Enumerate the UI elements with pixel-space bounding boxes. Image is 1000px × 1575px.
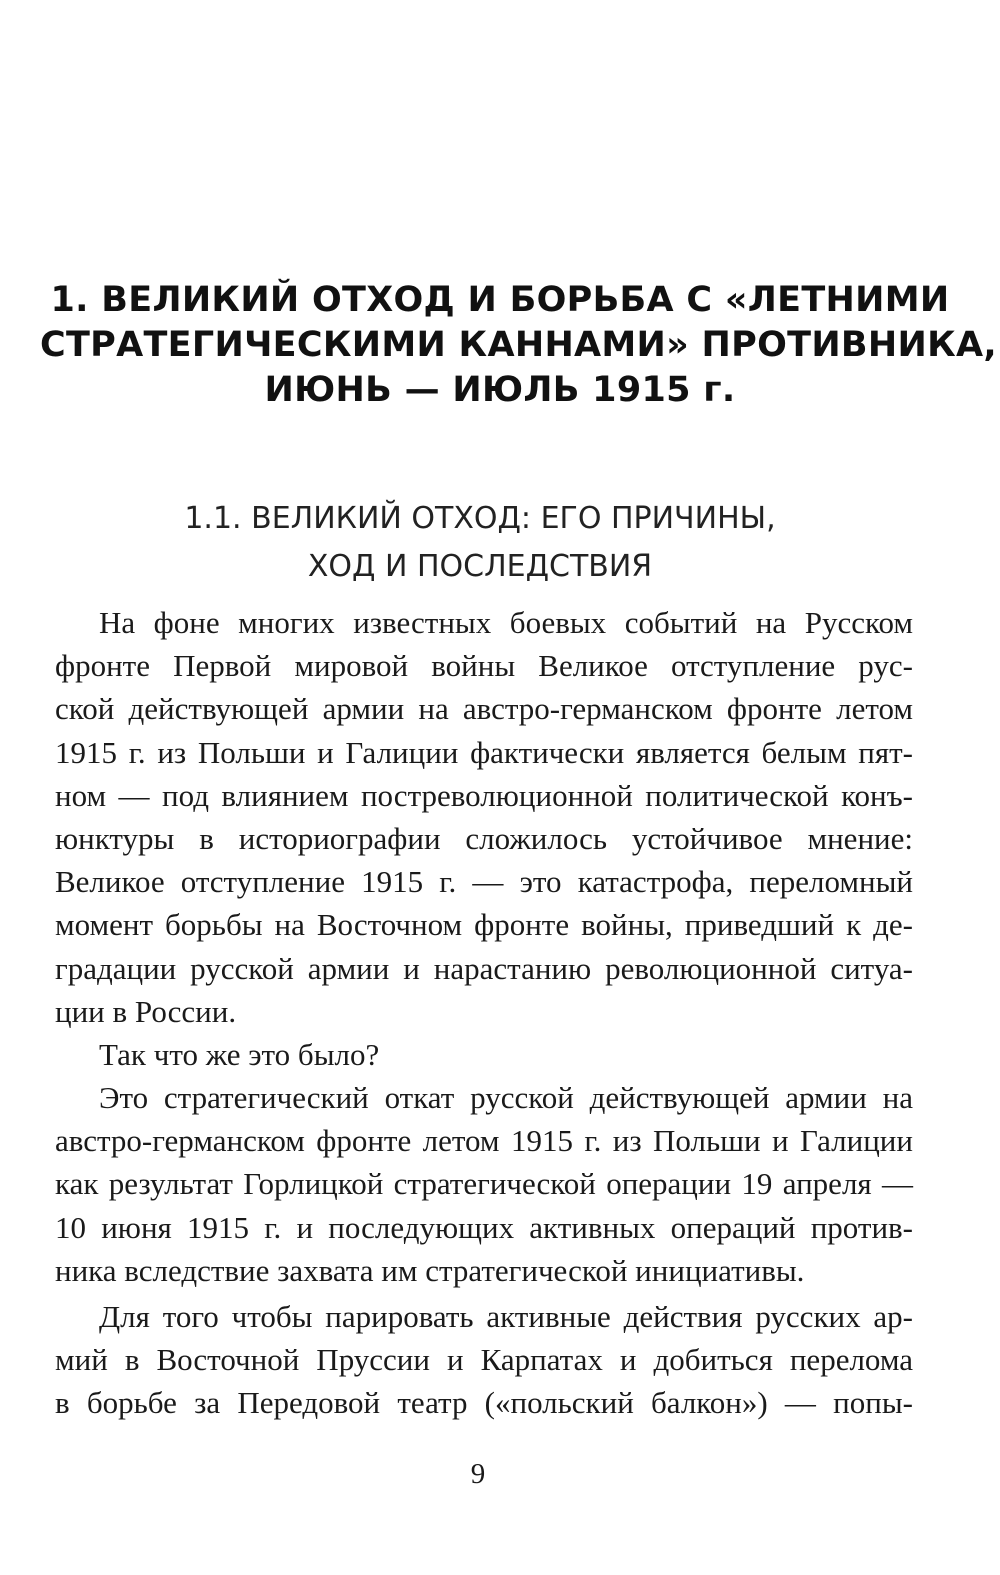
paragraph-4 — [55, 1295, 913, 1425]
text-line: ции в России. — [55, 993, 237, 1029]
text-line: Великое отступление 1915 г. — это катастрофа, переломный — [55, 864, 913, 900]
chapter-title-line: ИЮНЬ — ИЮЛЬ 1915 г. — [264, 370, 736, 410]
text-line: Для того чтобы парировать активные действия русских ар- — [99, 1299, 913, 1334]
text-line: в борьбе за Передовой театр («польский балкон») — попы- — [55, 1385, 913, 1421]
page-number: 9 — [470, 1458, 486, 1490]
text-line: момент борьбы на Восточном фронте войны, приведший к де- — [55, 907, 913, 943]
text-line: фронте Первой мировой войны Великое отступление рус- — [55, 648, 913, 684]
body-text — [55, 601, 913, 1425]
chapter-title-line: СТРАТЕГИЧЕСКИМИ КАННАМИ» ПРОТИВНИКА, — [40, 325, 997, 365]
section-title-line: 1.1. ВЕЛИКИЙ ОТХОД: ЕГО ПРИЧИНЫ, — [184, 501, 776, 536]
chapter-title — [40, 278, 997, 413]
section-title-line: ХОД И ПОСЛЕДСТВИЯ — [307, 549, 653, 584]
text-line: австро-германском фронте летом 1915 г. из Польши и Галиции — [55, 1123, 913, 1159]
paragraph-3 — [55, 1076, 913, 1292]
paragraph-2 — [55, 1033, 913, 1076]
text-line: Так что же это было? — [99, 1036, 380, 1072]
text-line: градации русской армии и нарастанию революционной ситуа- — [55, 950, 913, 986]
text-line: ской действующей армии на австро-германском фронте летом — [55, 691, 913, 727]
section-title — [100, 495, 860, 591]
text-line: как результат Горлицкой стратегической операции 19 апреля — — [55, 1166, 913, 1202]
text-line: 1915 г. из Польши и Галиции фактически является белым пят- — [55, 734, 913, 770]
text-line: юнктуры в историографии сложилось устойчивое мнение: — [55, 820, 913, 856]
chapter-title-line: 1. ВЕЛИКИЙ ОТХОД И БОРЬБА С «ЛЕТНИМИ — [50, 280, 950, 320]
text-line: 10 июня 1915 г. и последующих активных операций против- — [55, 1209, 913, 1245]
text-line: Это стратегический откат русской действующей армии на — [99, 1080, 913, 1116]
text-line: ном — под влиянием постреволюционной политической конъ- — [55, 777, 913, 813]
text-line: ника вследствие захвата им стратегической инициативы. — [55, 1252, 805, 1288]
text-line: На фоне многих известных боевых событий на Русском — [99, 605, 913, 640]
paragraph-1 — [55, 601, 913, 1033]
text-line: мий в Восточной Пруссии и Карпатах и добиться перелома — [55, 1342, 913, 1378]
